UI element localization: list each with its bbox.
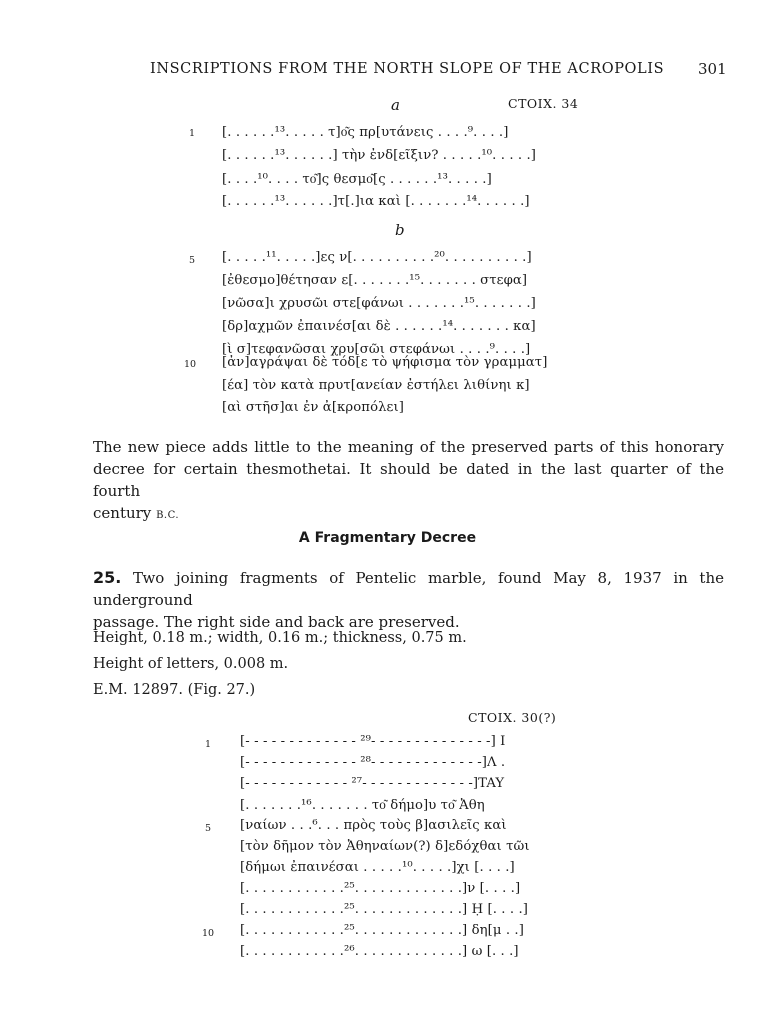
inscription-line: [ἐθεσμο]θέτησαν ε[. . . . . . .¹⁵. . . . . . . στεφα] (222, 273, 528, 288)
inscription-line: [. . . . . . . . . . . .²⁵. . . . . . . . . . . . .] Ḥ [. . . .] (240, 902, 528, 917)
inscription-line: [τὸν δῆμον τὸν Ἀθηναίων(?) δ]εδόχθαι τῶι (240, 839, 530, 854)
commentary-line: The new piece adds little to the meaning of the preserved parts of this honorary (93, 438, 724, 456)
line-number: 1 (189, 128, 196, 139)
inscription-line: [. . . . . .¹³. . . . . .] τὴν ἐνδ[εῖξιν? . . . . .¹⁰. . . . .] (222, 148, 537, 163)
line-number: 1 (205, 739, 212, 750)
inscription-line: [. . . . .¹¹. . . . .]ες ν[. . . . . . . . . .²⁰. . . . . . . . . .] (222, 250, 532, 265)
commentary-line (93, 502, 724, 527)
section-heading: A Fragmentary Decree (298, 530, 477, 546)
line-number: 5 (205, 823, 212, 834)
dimensions-line: Height, 0.18 m.; width, 0.16 m.; thickness, 0.75 m. (93, 630, 467, 646)
line-number: 10 (202, 928, 215, 939)
inscription-line: [. . . . . . . . . . . .²⁶. . . . . . . . . . . . .] ω [. . .] (240, 944, 519, 959)
entry-first-line (93, 567, 724, 611)
fragment-b-label: b (395, 221, 405, 239)
era-abbreviation: B.C. (156, 510, 180, 521)
inventory-line: E.M. 12897. (Fig. 27.) (93, 682, 256, 698)
entry-second-line: passage. The right side and back are preserved. (93, 613, 460, 631)
entry-number: 25. (93, 568, 122, 587)
inscription-line: [δρ]αχμῶν ἐπαινέσ[αι δὲ . . . . . .¹⁴. . . . . . . κα] (222, 319, 536, 334)
page-number: 301 (698, 60, 727, 78)
inscription-line: [ναίων . . .⁶. . . πρὸς τοὺς β]ασιλεῖς καὶ (240, 818, 507, 833)
line-number: 10 (184, 359, 197, 370)
inscription-line: [. . . . . . .¹⁶. . . . . . . το͂ δήμο]υ το͂ Ἀθη (240, 798, 485, 813)
inscription-line: [νῶσα]ι χρυσῶι στε[φάνωι . . . . . . .¹⁵. . . . . . .] (222, 296, 536, 311)
commentary-line: decree for certain thesmothetai. It should be dated in the last quarter of the fourth (93, 460, 724, 500)
entry-text: Two joining fragments of Pentelic marble, found May 8, 1937 in the underground (93, 569, 724, 609)
inscription-line: [. . . . . . . . . . . .²⁵. . . . . . . . . . . . .]ν [. . . .] (240, 881, 521, 896)
inscription-line: [ὶ σ]τεφανῶσαι χρυ[σῶι στεφάνωι . . . .⁹. . . .] (222, 342, 531, 357)
inscription-line: [δήμωι ἐπαινέσαι . . . . .¹⁰. . . . .]χι [. . . .] (240, 860, 515, 875)
entry-paragraph (93, 567, 724, 633)
inscription-line: [έα] τὸν κατὰ πρυτ[ανείαν ἐστήλει λιθίνηι κ] (222, 378, 530, 393)
letter-height-line: Height of letters, 0.008 m. (93, 656, 289, 672)
fragment-a-label: a (391, 96, 400, 114)
inscription-line: [αὶ στῆσ]αι ἐν ἀ[κροπόλει] (222, 400, 405, 415)
fragment-a-stoichedon: CTOIX. 34 (508, 96, 579, 111)
inscription-line: [. . . .¹⁰. . . . το͂]ς θεσμο͂[ς . . . . . .¹³. . . . .] (222, 172, 492, 187)
line-number: 5 (189, 255, 196, 266)
commentary-paragraph (93, 436, 724, 527)
inscription-line: [. . . . . .¹³. . . . . .]τ[.]ια καὶ [. . . . . . .¹⁴. . . . . .] (222, 194, 530, 209)
inscription-line: [. . . . . . . . . . . .²⁵. . . . . . . . . . . . .] δη[μ . .] (240, 923, 524, 938)
inscription-line: [- - - - - - - - - - - - - ²⁸- - - - - - - - - - - - -]Λ . (240, 755, 506, 770)
running-header: INSCRIPTIONS FROM THE NORTH SLOPE OF THE ACROPOLIS (150, 61, 665, 77)
commentary-last-text: century (93, 504, 152, 522)
inscription-line: [. . . . . .¹³. . . . . τ]ο͂ς πρ[υτάνεις . . . .⁹. . . .] (222, 125, 509, 140)
inscription-line: [- - - - - - - - - - - - ²⁷- - - - - - - - - - - - -]TAY (240, 776, 505, 791)
inscription-25-stoichedon: CTOIX. 30(?) (468, 710, 557, 725)
inscription-line: [ἀν]αγράψαι δὲ τόδ[ε τὸ ψήφισμα τὸν γραμματ] (222, 355, 548, 370)
inscription-line: [- - - - - - - - - - - - - ²⁹- - - - - - - - - - - - - -] I (240, 734, 506, 749)
